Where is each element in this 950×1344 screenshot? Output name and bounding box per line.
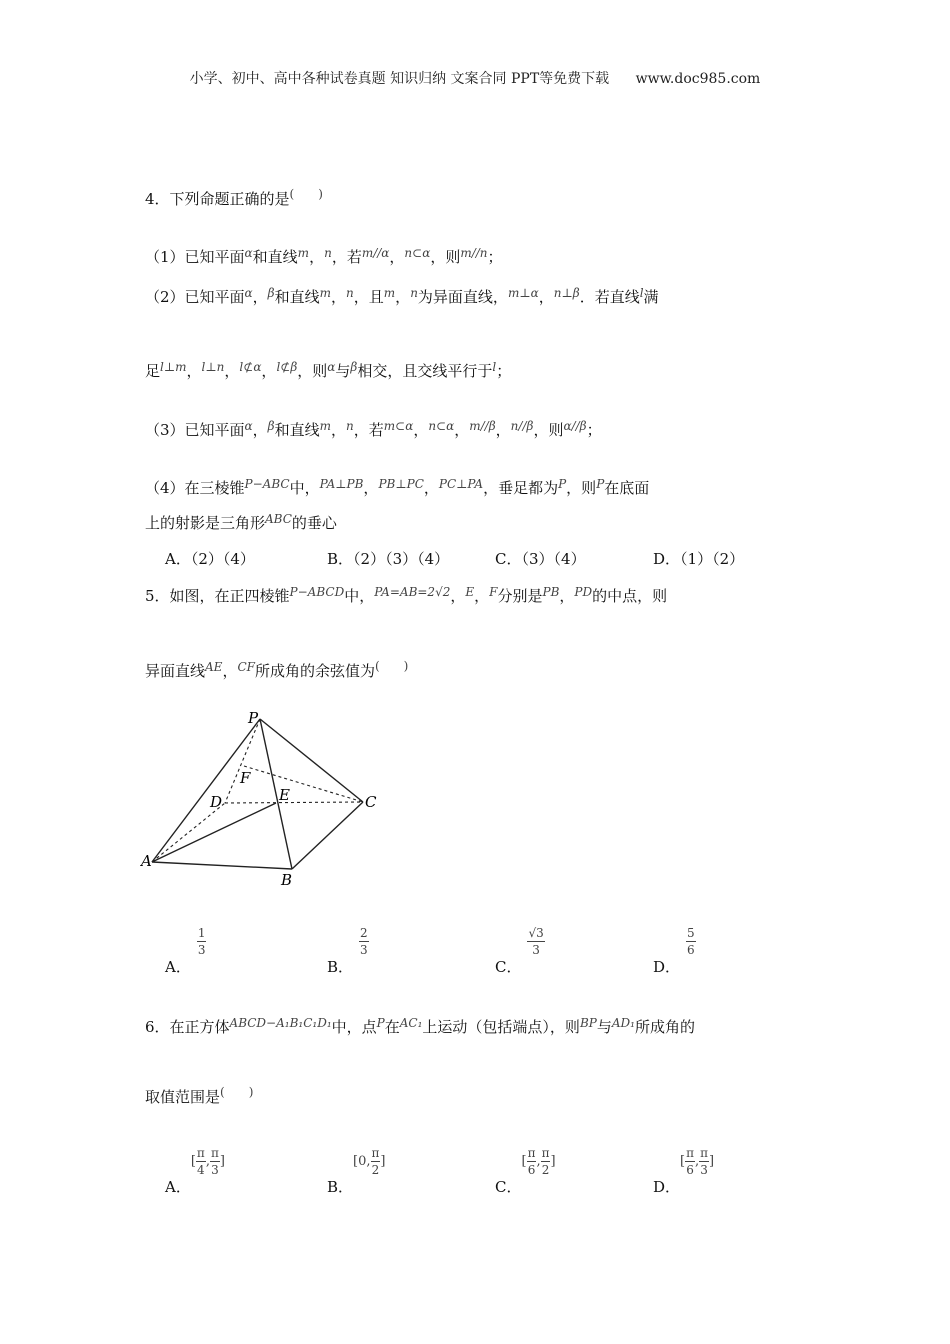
edge-PA (152, 719, 260, 862)
q6-choice-c[interactable]: C．[ $\frac{\pi}{6}$ , $\frac{\pi}{2}$ ] (495, 1146, 556, 1196)
q5-choice-a[interactable]: A． $\frac{1}{3}$ (165, 926, 206, 976)
q6-answer-blank: ( ) (220, 1085, 254, 1099)
q4-statement-2b: 足$^{l\perp m}$，$^{l\perp n}$，$^{l⊄\alpha}$，$^{l⊄\beta}$，则$^\alpha$与$^\beta$相交，且交线平行于$^l$； (145, 360, 512, 380)
q6-choice-a[interactable]: A．[ $\frac{\pi}{4}$ , $\frac{\pi}{3}$ ] (165, 1146, 225, 1196)
label-F: F (240, 769, 251, 787)
q4-stem (145, 188, 323, 209)
q5-choice-b[interactable]: B． $\frac{2}{3}$ (327, 926, 368, 976)
q4-choice-b[interactable]: B．（2）（3）（4） (327, 550, 450, 568)
q4-choice-a[interactable]: A．（2）（4） (165, 550, 255, 568)
q4-statement-4b: 上的射影是三角形$^{ABC}$的垂心 (145, 512, 337, 532)
q6-stem-line1: 6．在正方体$^{ABCD-A_1B_1C_1D_1}$中，点$^P$在$^{AC_1}$上运动（包括端点），则$^{BP}$与$^{AD_1}$所成角的 (145, 1016, 695, 1036)
q6-choice-b[interactable]: B．[0, $\frac{\pi}{2}$ ] (327, 1146, 386, 1196)
label-E: E (279, 786, 290, 804)
q4-stem-text: 4．下列命题正确的是 (145, 190, 290, 208)
edge-BC (292, 802, 363, 869)
q4-statement-2a: （2）已知平面$^\alpha$，$^\beta$和直线$^m$，$^n$，且$^m$，$^n$为异面直线，$^{m\perp\alpha}$，$^{n\perp\beta}$．若直线$^l$满 (145, 286, 659, 306)
q4-choice-c[interactable]: C．（3）（4） (495, 550, 586, 568)
q6-stem-line2: 取值范围是( ) (145, 1085, 254, 1106)
q6-choice-d[interactable]: D．[ $\frac{\pi}{6}$ , $\frac{\pi}{3}$ ] (653, 1146, 715, 1196)
q4-statement-3: （3）已知平面$^\alpha$，$^\beta$和直线$^m$，$^n$，若$^{m\subset\alpha}$，$^{n\subset\alpha}$，$^{m//\beta}$，$^{n//\beta}$，则$^{\alpha//\beta}$； (145, 419, 602, 439)
segment-FC (244, 766, 363, 802)
edge-DC (225, 802, 363, 803)
q4-statement-4a: （4）在三棱锥$^{P-ABC}$中，$^{PA\perp PB}$，$^{PB\perp PC}$，$^{PC\perp PA}$，垂足都为$^P$，则$^P$在底面 (145, 477, 650, 497)
label-D: D (210, 793, 223, 811)
edge-PD (225, 719, 260, 803)
label-P: P (248, 709, 259, 727)
q5-choice-c[interactable]: C． $\frac{√3}{3}$ (495, 926, 544, 976)
q5-stem-line1: 5．如图，在正四棱锥$^{P-ABCD}$中，$^{PA=AB=2√2}$，$^E$，$^F$分别是$^{PB}$，$^{PD}$的中点，则 (145, 585, 668, 605)
label-B: B (281, 871, 293, 889)
edge-AB (152, 862, 292, 869)
q4-statement-1: （1）已知平面$^\alpha$和直线$^m$，$^n$，若$^{m//\alpha}$，$^{n\subset\alpha}$，则$^{m//n}$； (145, 246, 503, 266)
q4-choice-d[interactable]: D．（1）（2） (653, 550, 745, 568)
q5-stem-line2: 异面直线$^{AE}$，$^{CF}$所成角的余弦值为( ) (145, 659, 409, 680)
label-C: C (365, 793, 377, 811)
label-A: A (141, 852, 152, 870)
q5-answer-blank: ( ) (375, 659, 409, 673)
q5-choice-d[interactable]: D． $\frac{5}{6}$ (653, 926, 695, 976)
page-header (0, 68, 950, 88)
pyramid-figure (140, 705, 400, 895)
header-url[interactable]: www.doc985.com (635, 71, 761, 87)
header-text: 小学、初中、高中各种试卷真题 知识归纳 文案合同 PPT等免费下载 (189, 71, 610, 87)
q4-answer-blank: ( ) (289, 187, 323, 201)
